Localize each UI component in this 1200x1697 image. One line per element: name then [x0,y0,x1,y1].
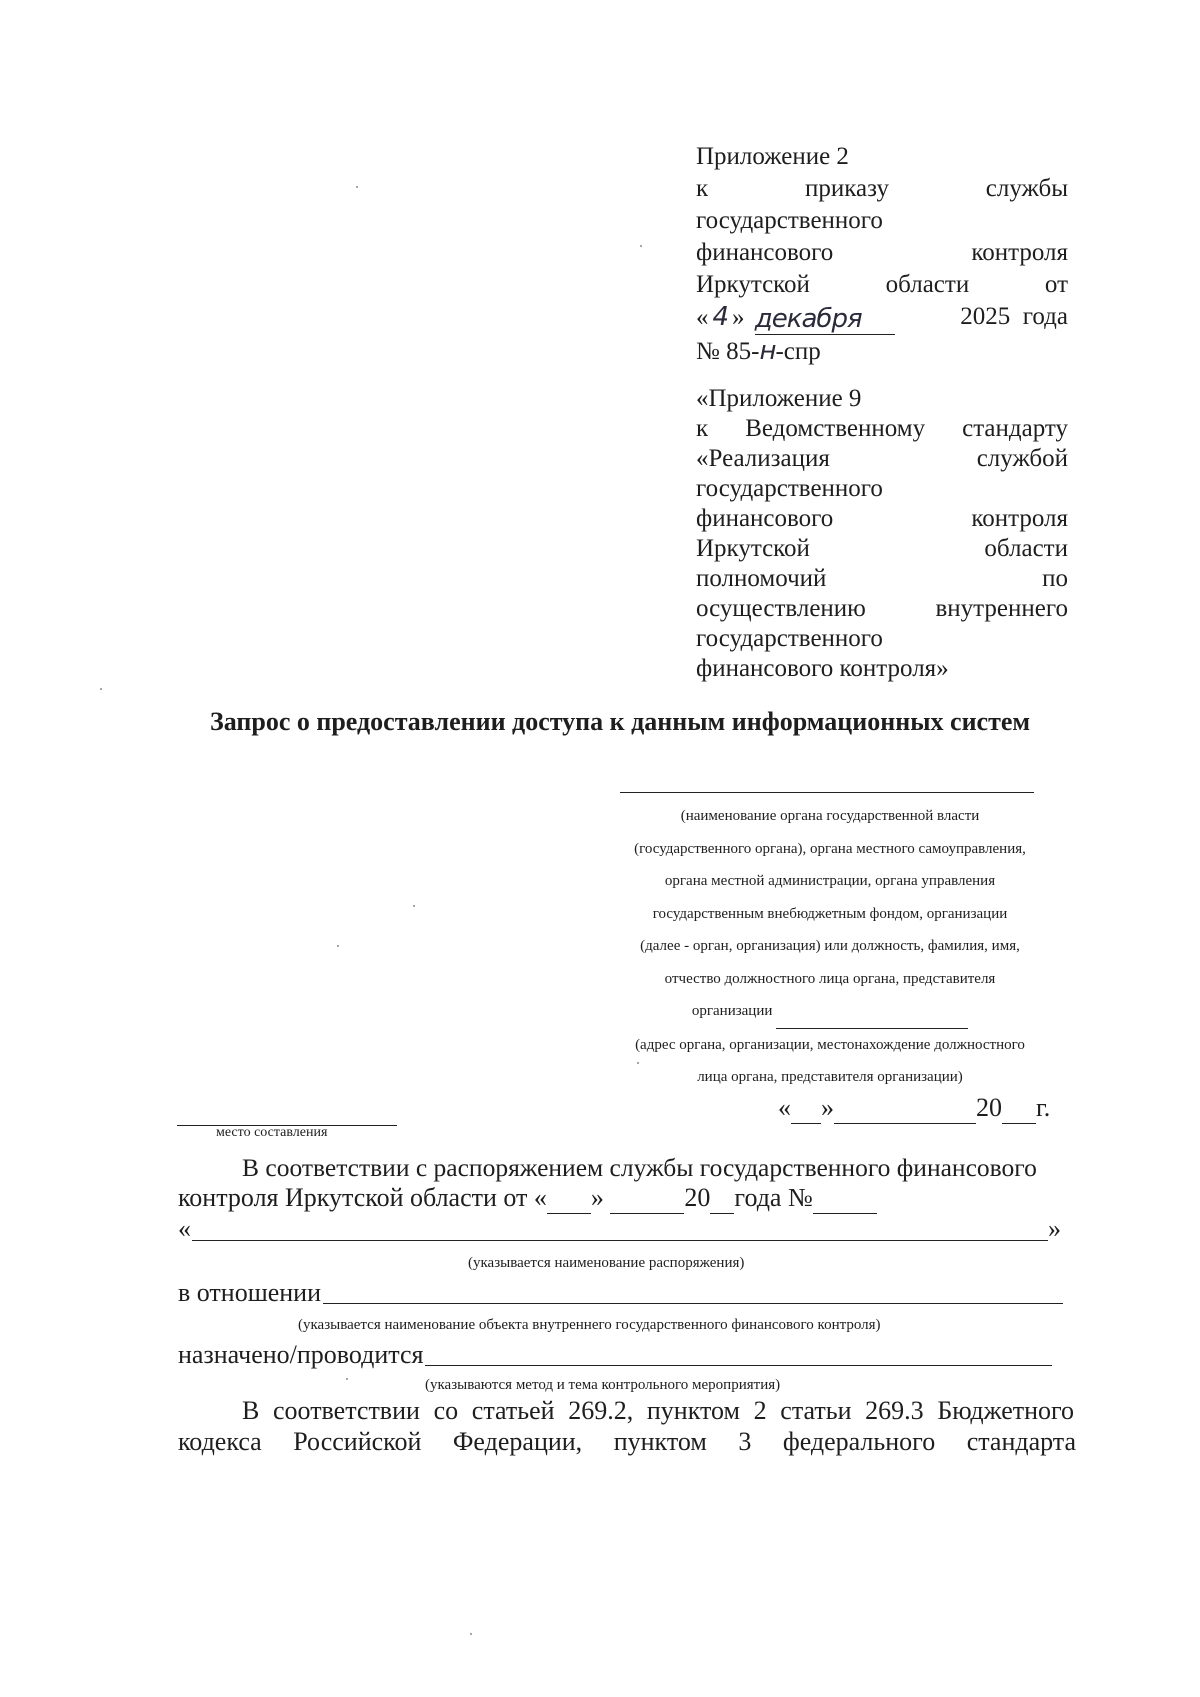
order-name-line [192,1240,1048,1241]
scan-speck [346,1378,348,1380]
appendix-order-date-line: « 4 » декабря 2025 года [696,302,1068,334]
appendix-order-block [696,141,1068,368]
address-caption-line: (адрес органа, организации, местонахождение должностного [635,1036,1025,1053]
object-caption: (указывается наименование объекта внутреннего государственного финансового контроля) [298,1317,881,1333]
document-date-line: « » 20 г. [778,1093,1051,1122]
addressee-line [620,792,1034,793]
appendix-order-line: государственного [696,207,883,234]
handwritten-number: н [759,336,776,366]
appendix-order-line: финансового контроля [696,239,1068,266]
addressee-org-line: организации [600,995,1060,1029]
appendix-standard-line: осуществлению внутреннего [696,595,1068,622]
appendix-order-line: к приказу службы [696,175,1068,202]
appendix-standard-line: полномочий по [696,565,1068,592]
scan-speck [640,245,642,247]
handwritten-month: декабря [754,304,862,334]
appendix-standard-line: финансового контроля» [696,655,949,682]
addressee-caption-line: отчество должностного лица органа, представителя [664,970,996,987]
scan-speck [100,688,102,690]
appendix-order-line: Иркутской области от [696,271,1069,298]
addressee-caption-line: (государственного органа), органа местного самоуправления, [634,840,1026,857]
body-paragraph-2-line-2: кодекса Российской Федерации, пунктом 3 федерального стандарта [178,1427,1077,1456]
addressee-caption-line: (далее - орган, организация) или должность, фамилия, имя, [640,938,1020,954]
appendix-standard-line: государственного [696,625,883,652]
order-name-caption: (указывается наименование распоряжения) [468,1255,745,1271]
scan-speck [356,186,358,188]
addressee-block [600,800,1060,1094]
in-relation-label: в отношении [178,1278,322,1307]
place-caption: место составления [216,1125,328,1140]
handwritten-day: 4 [712,302,729,332]
appendix-standard-block [696,384,1068,684]
appendix-standard-line: государственного [696,475,883,502]
assigned-line [425,1365,1052,1366]
scan-speck [337,945,339,947]
scan-speck [470,1633,472,1635]
appendix-standard-line: финансового контроля [696,505,1068,532]
assigned-label: назначено/проводится [178,1340,424,1369]
appendix-standard-line: «Реализация службой [696,445,1068,472]
appendix-standard-line: к Ведомственному стандарту [696,415,1068,442]
address-caption-line: лица органа, представителя организации) [697,1069,963,1085]
scan-speck [413,905,415,907]
method-caption: (указываются метод и тема контрольного мероприятия) [425,1377,781,1393]
addressee-caption-line: органа местной администрации, органа управления [664,873,996,889]
body-paragraph-2-line-1: В соответствии со статьей 269.2, пунктом 2 статьи 269.3 Бюджетного [242,1396,1075,1425]
body-paragraph-1-line-1: В соответствии с распоряжением службы государственного финансового [242,1153,1037,1182]
order-name-open-quote: « [178,1214,191,1243]
scan-speck [637,1062,639,1064]
appendix-standard-line: Иркутской области [696,535,1068,562]
appendix-standard-line: «Приложение 9 [696,385,862,412]
addressee-caption-line: государственным внебюджетным фондом, организации [652,905,1008,922]
body-paragraph-1-line-2: контроля Иркутской области от « » 20 года № [178,1183,877,1214]
addressee-caption-line: (наименование органа государственной власти [680,808,980,824]
appendix-order-line: Приложение 2 [696,143,849,170]
document-title: Запрос о предоставлении доступа к данным информационных систем [210,707,1031,736]
in-relation-line [323,1303,1063,1304]
appendix-order-number: № 85-н-спр [696,336,821,366]
order-name-close-quote: » [1048,1214,1061,1243]
